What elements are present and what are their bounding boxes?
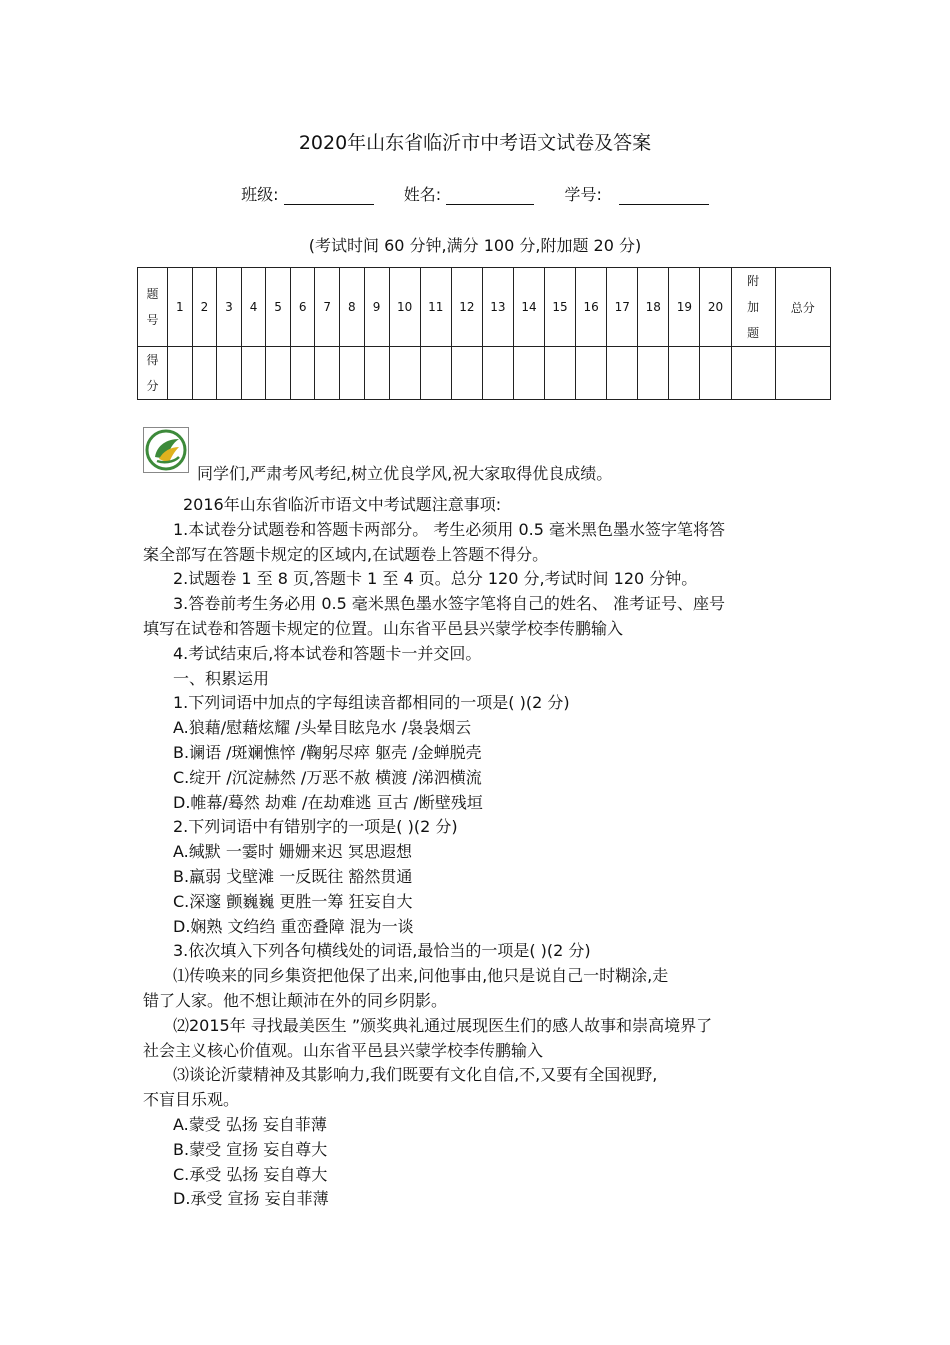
question-number-cell: 4 bbox=[241, 268, 266, 347]
question-number-cell: 20 bbox=[700, 268, 731, 347]
question-number-cell: 17 bbox=[607, 268, 638, 347]
exam-body bbox=[143, 493, 813, 1212]
question-number-cell: 1 bbox=[168, 268, 193, 347]
name-blank bbox=[446, 186, 534, 205]
score-cell bbox=[241, 347, 266, 400]
score-cell bbox=[482, 347, 513, 400]
text-line: C.承受 弘扬 妄自尊大 bbox=[173, 1164, 328, 1184]
text-line: A.蒙受 弘扬 妄自菲薄 bbox=[173, 1114, 327, 1134]
text-line: A.缄默 一霎时 姗姗来迟 冥思遐想 bbox=[173, 842, 413, 862]
text-line: 填写在试卷和答题卡规定的位置。山东省平邑县兴蒙学校李传鹏输入 bbox=[143, 618, 624, 638]
question-number-header: 题号 bbox=[138, 268, 168, 347]
question-number-cell: 6 bbox=[290, 268, 315, 347]
text-line: 一、积累运用 bbox=[173, 668, 270, 688]
score-cell bbox=[217, 347, 242, 400]
question-number-cell: 7 bbox=[315, 268, 340, 347]
name-label: 姓名: bbox=[403, 185, 442, 204]
question-number-cell: 10 bbox=[389, 268, 420, 347]
text-line: 3.依次填入下列各句横线处的词语,最恰当的一项是( )(2 分) bbox=[173, 941, 591, 961]
score-cell bbox=[290, 347, 315, 400]
score-table bbox=[137, 267, 831, 400]
question-number-cell: 15 bbox=[545, 268, 576, 347]
score-cell bbox=[340, 347, 365, 400]
question-number-cell: 12 bbox=[451, 268, 482, 347]
text-line: D.承受 宣扬 妄自菲薄 bbox=[173, 1189, 329, 1209]
score-cell bbox=[545, 347, 576, 400]
score-cell bbox=[513, 347, 544, 400]
slogan-text: 同学们,严肃考风考纪,树立优良学风,祝大家取得优良成绩。 bbox=[197, 464, 613, 483]
question-number-cell: 18 bbox=[638, 268, 669, 347]
class-blank bbox=[284, 186, 374, 205]
text-line: C.深邃 颤巍巍 更胜一筹 狂妄自大 bbox=[173, 891, 413, 911]
exam-duration-note: (考试时间 60 分钟,满分 100 分,附加题 20 分) bbox=[308, 236, 642, 255]
score-cell bbox=[266, 347, 291, 400]
extra-score-cell bbox=[731, 347, 775, 400]
score-cell bbox=[607, 347, 638, 400]
text-line: D.帷幕/蓦然 劫难 /在劫难逃 亘古 /断壁残垣 bbox=[173, 792, 483, 812]
text-line: 4.考试结束后,将本试卷和答题卡一并交回。 bbox=[173, 643, 482, 663]
score-cell bbox=[192, 347, 217, 400]
class-label: 班级: bbox=[241, 185, 279, 204]
score-header-row bbox=[138, 268, 831, 347]
page-title: 2020年山东省临沂市中考语文试卷及答案 bbox=[298, 132, 652, 154]
question-number-cell: 13 bbox=[482, 268, 513, 347]
school-logo-icon bbox=[143, 427, 189, 473]
text-line: ⑵2015年 寻找最美医生 ”颁奖典礼通过展现医生们的感人故事和崇高境界了 bbox=[173, 1015, 713, 1035]
id-blank bbox=[619, 186, 709, 205]
question-number-cell: 5 bbox=[266, 268, 291, 347]
score-cell bbox=[638, 347, 669, 400]
text-line: ⑶谈论沂蒙精神及其影响力,我们既要有文化自信,不,又要有全国视野, bbox=[173, 1065, 658, 1085]
text-line: 错了人家。他不想让颠沛在外的同乡阴影。 bbox=[143, 990, 448, 1010]
text-line: B.蒙受 宣扬 妄自尊大 bbox=[173, 1139, 328, 1159]
score-row-header: 得分 bbox=[138, 347, 168, 400]
question-number-cell: 2 bbox=[192, 268, 217, 347]
score-cell bbox=[451, 347, 482, 400]
extra-question-header: 附加题 bbox=[731, 268, 775, 347]
question-number-cell: 16 bbox=[576, 268, 607, 347]
score-cell bbox=[669, 347, 700, 400]
question-number-cell: 11 bbox=[420, 268, 451, 347]
score-cell bbox=[420, 347, 451, 400]
question-number-cell: 14 bbox=[513, 268, 544, 347]
score-cell bbox=[364, 347, 389, 400]
question-number-cell: 8 bbox=[340, 268, 365, 347]
text-line: C.绽开 /沉淀赫然 /万恶不赦 横渡 /涕泗横流 bbox=[173, 767, 482, 787]
score-cell bbox=[700, 347, 731, 400]
text-line: A.狼藉/慰藉炫耀 /头晕目眩凫水 /袅袅烟云 bbox=[173, 718, 472, 738]
id-label: 学号: bbox=[564, 185, 602, 204]
text-line: 不盲目乐观。 bbox=[143, 1090, 240, 1110]
student-info-row bbox=[0, 182, 950, 205]
text-line: 社会主义核心价值观。山东省平邑县兴蒙学校李传鹏输入 bbox=[143, 1040, 544, 1060]
score-cell bbox=[576, 347, 607, 400]
score-cell bbox=[168, 347, 193, 400]
text-line: 2.下列词语中有错别字的一项是( )(2 分) bbox=[173, 817, 458, 837]
text-line: 1.本试卷分试题卷和答题卡两部分。 考生必须用 0.5 毫米黑色墨水签字笔将答 bbox=[173, 519, 725, 539]
total-score-cell bbox=[775, 347, 830, 400]
text-line: ⑴传唤来的同乡集资把他保了出来,问他事由,他只是说自己一时糊涂,走 bbox=[173, 966, 669, 986]
question-number-cell: 3 bbox=[217, 268, 242, 347]
text-line: B.羸弱 戈壁滩 一反既往 豁然贯通 bbox=[173, 866, 413, 886]
score-value-row bbox=[138, 347, 831, 400]
score-cell bbox=[389, 347, 420, 400]
question-number-cell: 19 bbox=[669, 268, 700, 347]
text-line: 案全部写在答题卡规定的区域内,在试题卷上答题不得分。 bbox=[143, 544, 549, 564]
total-score-header: 总分 bbox=[775, 268, 830, 347]
text-line: 3.答卷前考生务必用 0.5 毫米黑色墨水签字笔将自己的姓名、 准考证号、座号 bbox=[173, 594, 725, 614]
text-line: D.娴熟 文绉绉 重峦叠障 混为一谈 bbox=[173, 916, 414, 936]
text-line: 2016年山东省临沂市语文中考试题注意事项: bbox=[183, 495, 502, 514]
text-line: B.谰语 /斑斓憔悴 /鞠躬尽瘁 躯壳 /金蝉脱壳 bbox=[173, 742, 482, 762]
text-line: 1.下列词语中加点的字每组读音都相同的一项是( )(2 分) bbox=[173, 693, 570, 713]
score-cell bbox=[315, 347, 340, 400]
text-line: 2.试题卷 1 至 8 页,答题卡 1 至 4 页。总分 120 分,考试时间 120 分钟。 bbox=[173, 569, 698, 589]
question-number-cell: 9 bbox=[364, 268, 389, 347]
